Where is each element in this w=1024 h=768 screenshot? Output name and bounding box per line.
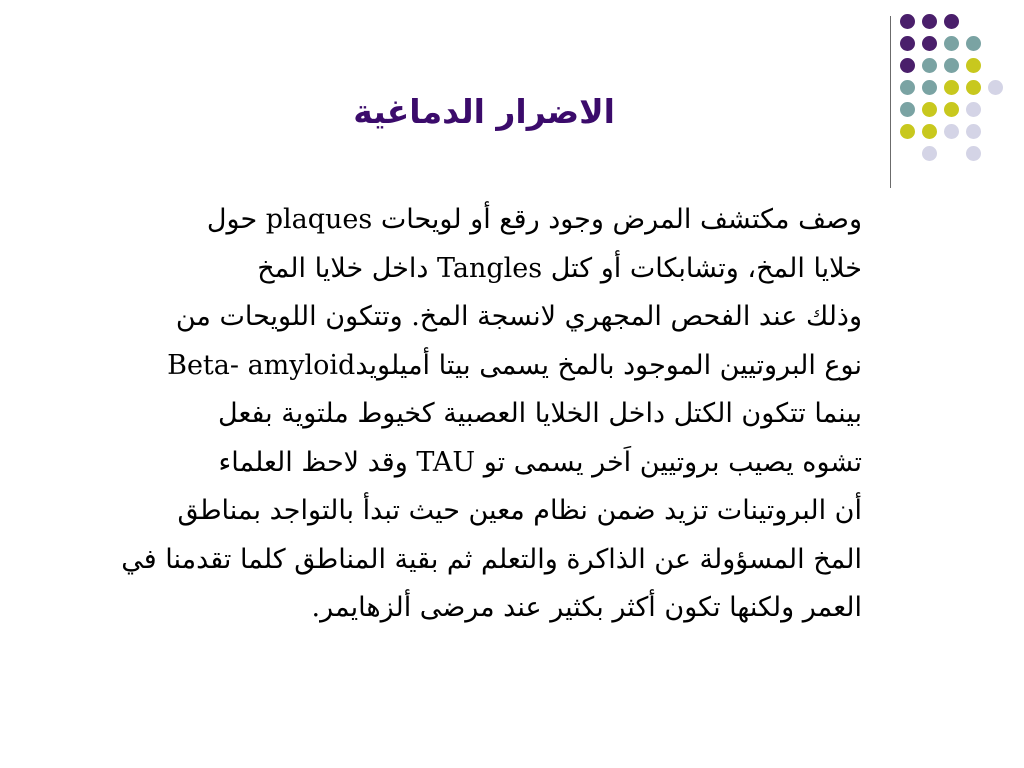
decorative-dot-purple: [900, 14, 915, 29]
decorative-dot-lavender: [988, 80, 1003, 95]
decorative-dot-lavender: [966, 146, 981, 161]
decorative-dot-purple: [900, 36, 915, 51]
decorative-dot-yellow: [966, 58, 981, 73]
decorative-dot-yellow: [944, 102, 959, 117]
header-divider-line: [890, 16, 891, 188]
decorative-dot-lavender: [944, 124, 959, 139]
decorative-dot-yellow: [900, 124, 915, 139]
decorative-dot-teal: [900, 102, 915, 117]
decorative-dot-teal: [944, 58, 959, 73]
decorative-dot-purple: [944, 14, 959, 29]
decorative-dot-grid: [900, 14, 1020, 174]
decorative-dot-teal: [922, 58, 937, 73]
decorative-dot-lavender: [966, 124, 981, 139]
body-line: وصف مكتشف المرض وجود رقع أو لويحات plaques حول: [206, 204, 862, 235]
slide-title: الاضرار الدماغية: [353, 92, 615, 131]
decorative-dot-purple: [922, 14, 937, 29]
body-line: خلايا المخ، وتشابكات أو كتل Tangles داخل خلايا المخ: [257, 252, 862, 284]
decorative-dot-yellow: [944, 80, 959, 95]
body-line: نوع البروتيين الموجود بالمخ يسمى بيتا أميلويدBeta- amyloid: [167, 349, 862, 381]
body-line: أن البروتينات تزيد ضمن نظام معين حيث تبدأ بالتواجد بمناطق: [177, 495, 862, 526]
decorative-dot-teal: [966, 36, 981, 51]
body-line: المخ المسؤولة عن الذاكرة والتعلم ثم بقية المناطق كلما تقدمنا في: [121, 543, 862, 575]
decorative-dot-teal: [944, 36, 959, 51]
body-line: وذلك عند الفحص المجهري لانسجة المخ. وتتكون اللويحات من: [175, 301, 862, 332]
body-line: العمر ولكنها تكون أكثر بكثير عند مرضى ألزهايمر.: [311, 592, 862, 623]
body-line: بينما تتكون الكتل داخل الخلايا العصبية كخيوط ملتوية بفعل: [218, 398, 862, 429]
decorative-dot-teal: [900, 80, 915, 95]
decorative-dot-teal: [922, 80, 937, 95]
decorative-dot-yellow: [922, 102, 937, 117]
decorative-dot-lavender: [966, 102, 981, 117]
decorative-dot-lavender: [922, 146, 937, 161]
decorative-dot-yellow: [966, 80, 981, 95]
decorative-dot-purple: [900, 58, 915, 73]
decorative-dot-yellow: [922, 124, 937, 139]
slide-body-text: [60, 196, 862, 633]
decorative-dot-purple: [922, 36, 937, 51]
body-line: تشوه يصيب بروتيين اَخر يسمى تو TAU وقد لاحظ العلماء: [218, 446, 862, 478]
